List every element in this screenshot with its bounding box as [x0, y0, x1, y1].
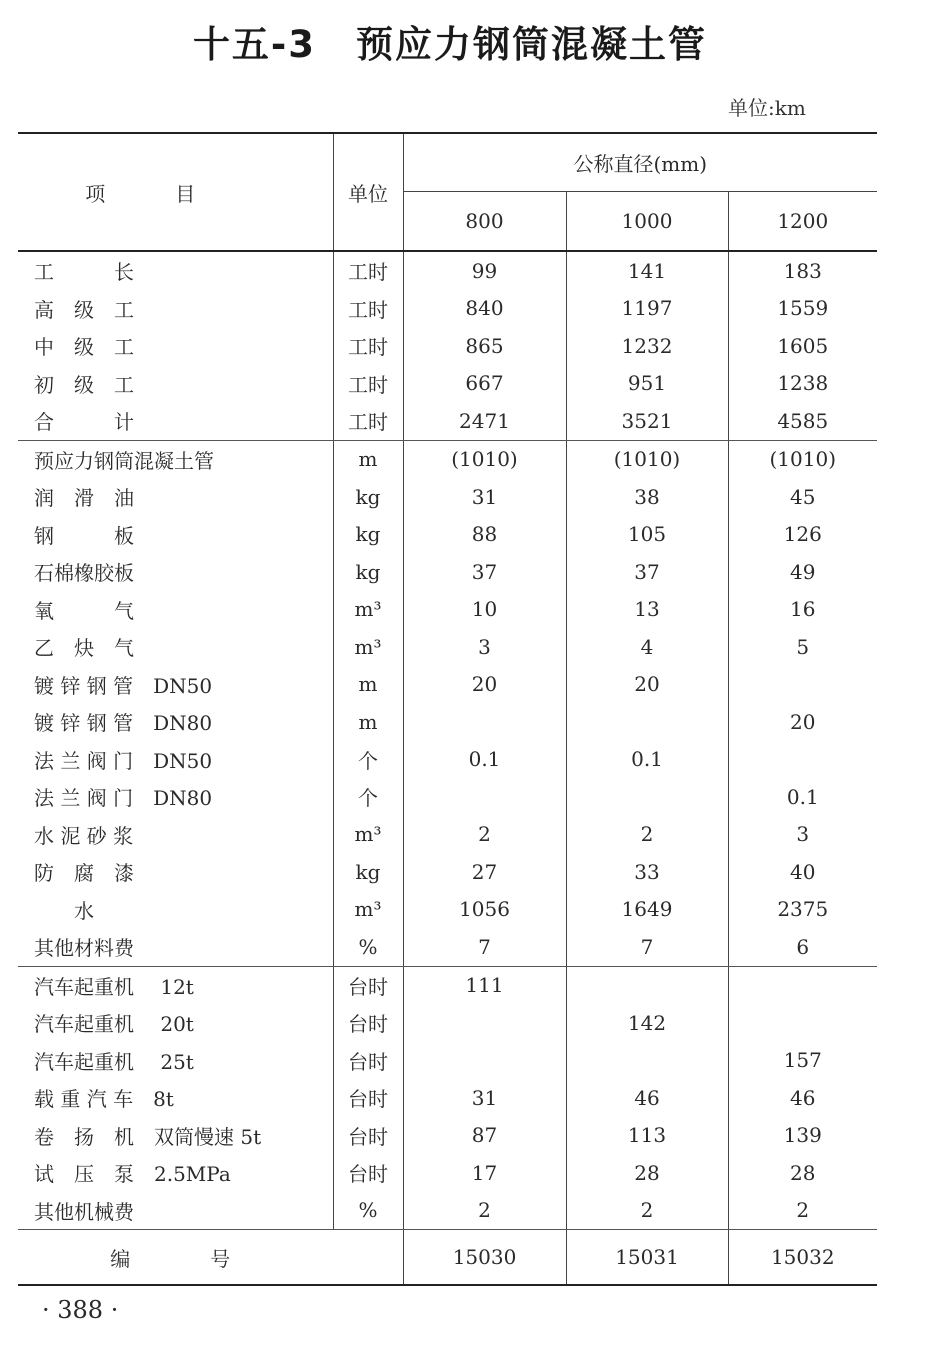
table-row-labor [18, 327, 877, 365]
item-unit: 工时 [333, 402, 403, 440]
value-1000: 0.1 [566, 741, 728, 779]
section-title: 预应力钢筒混凝土管 [356, 23, 708, 66]
value-1000: (1010) [566, 440, 728, 478]
value-800: 2471 [403, 402, 566, 440]
item-unit: m [333, 666, 403, 704]
table-row-labor [18, 290, 877, 328]
item-unit: 台时 [333, 1154, 403, 1192]
table-row-materials [18, 703, 877, 741]
value-800: 840 [403, 290, 566, 328]
table-row-materials [18, 928, 877, 966]
value-1000 [566, 778, 728, 816]
item-name: 汽车起重机 12t [34, 974, 194, 999]
item-unit: kg [333, 553, 403, 591]
table-row-materials [18, 591, 877, 629]
value-1200: 2375 [728, 891, 877, 929]
value-1200 [728, 966, 877, 1004]
value-1200: 157 [728, 1042, 877, 1080]
value-800: 667 [403, 365, 566, 403]
table-row-machinery [18, 1079, 877, 1117]
value-1000 [566, 966, 728, 1004]
table-row-materials [18, 516, 877, 554]
column-header-diameter-group: 公称直径(mm) [403, 133, 877, 192]
value-1200: 49 [728, 553, 877, 591]
value-800: 17 [403, 1154, 566, 1192]
item-unit: 台时 [333, 1117, 403, 1155]
code-1000: 15031 [566, 1230, 728, 1286]
table-row-machinery [18, 1042, 877, 1080]
value-1200: 45 [728, 478, 877, 516]
item-unit: m [333, 440, 403, 478]
table-row-machinery [18, 966, 877, 1004]
item-name: 水 [34, 898, 94, 923]
item-name: 水 泥 砂 浆 [34, 823, 134, 848]
column-header-800: 800 [403, 192, 566, 252]
value-1000: 951 [566, 365, 728, 403]
item-unit: 台时 [333, 1079, 403, 1117]
value-1200 [728, 666, 877, 704]
value-800: 0.1 [403, 741, 566, 779]
value-800 [403, 778, 566, 816]
item-unit: kg [333, 853, 403, 891]
value-800: 99 [403, 251, 566, 290]
table-row-materials [18, 741, 877, 779]
table-row-materials [18, 666, 877, 704]
item-name: 其他机械费 [18, 1192, 333, 1230]
table-row-labor [18, 365, 877, 403]
item-unit: 工时 [333, 290, 403, 328]
item-name: 初 级 工 [34, 372, 134, 397]
item-name: 防 腐 漆 [34, 861, 134, 886]
table-row-machinery [18, 1117, 877, 1155]
value-1200: 3 [728, 816, 877, 854]
item-name: 法 兰 阀 门 DN80 [34, 786, 213, 811]
item-name: 汽车起重机 20t [34, 1012, 194, 1037]
value-1000: 3521 [566, 402, 728, 440]
value-1200: 16 [728, 591, 877, 629]
value-1000: 141 [566, 251, 728, 290]
item-unit: m³ [333, 628, 403, 666]
value-1000: 113 [566, 1117, 728, 1155]
value-1200: 126 [728, 516, 877, 554]
column-header-unit: 单位 [333, 133, 403, 251]
item-name: 法 兰 阀 门 DN50 [34, 748, 213, 773]
column-header-1000: 1000 [566, 192, 728, 252]
table-row-materials [18, 853, 877, 891]
item-unit: m [333, 703, 403, 741]
item-unit: 工时 [333, 327, 403, 365]
value-1000: 46 [566, 1079, 728, 1117]
item-name: 石棉橡胶板 [34, 561, 134, 586]
table-body [18, 251, 877, 1230]
item-unit: m³ [333, 591, 403, 629]
value-1000: 1649 [566, 891, 728, 929]
item-name: 工 长 [34, 260, 134, 285]
value-1000: 33 [566, 853, 728, 891]
item-name: 中 级 工 [34, 335, 134, 360]
item-unit: m³ [333, 891, 403, 929]
value-800: 31 [403, 1079, 566, 1117]
value-1200: 46 [728, 1079, 877, 1117]
value-800: 37 [403, 553, 566, 591]
value-1000: 13 [566, 591, 728, 629]
value-1000: 28 [566, 1154, 728, 1192]
item-unit: % [333, 928, 403, 966]
item-unit: % [333, 1192, 403, 1230]
value-1000: 38 [566, 478, 728, 516]
item-name: 合 计 [18, 402, 333, 440]
table-row-machinery [18, 1004, 877, 1042]
value-800: 1056 [403, 891, 566, 929]
value-800: 88 [403, 516, 566, 554]
value-1200: (1010) [728, 440, 877, 478]
column-header-item: 项目 [18, 133, 333, 251]
value-1200: 1605 [728, 327, 877, 365]
value-800: 3 [403, 628, 566, 666]
value-800: 111 [403, 966, 566, 1004]
code-label: 编号 [110, 1246, 311, 1271]
value-800: 31 [403, 478, 566, 516]
value-1000: 105 [566, 516, 728, 554]
table-row-materials [18, 816, 877, 854]
item-name: 钢 板 [34, 523, 134, 548]
value-1200: 183 [728, 251, 877, 290]
table-row-materials [18, 891, 877, 929]
item-unit: 台时 [333, 1042, 403, 1080]
value-800: 20 [403, 666, 566, 704]
item-name: 预应力钢筒混凝土管 [34, 448, 214, 473]
value-1000: 37 [566, 553, 728, 591]
table-row-materials [18, 628, 877, 666]
item-name: 高 级 工 [34, 297, 134, 322]
item-unit: 个 [333, 778, 403, 816]
value-1000: 7 [566, 928, 728, 966]
item-name: 乙 炔 气 [34, 636, 134, 661]
item-name: 氧 气 [34, 598, 134, 623]
value-1200: 20 [728, 703, 877, 741]
value-1200: 139 [728, 1117, 877, 1155]
table-row-materials [18, 478, 877, 516]
item-unit: 台时 [333, 966, 403, 1004]
item-unit: 台时 [333, 1004, 403, 1042]
value-800: 87 [403, 1117, 566, 1155]
page-number: · 388 · [42, 1296, 119, 1324]
item-name: 镀 锌 钢 管 DN80 [34, 711, 213, 736]
value-800 [403, 703, 566, 741]
table-row-materials [18, 778, 877, 816]
value-800 [403, 1042, 566, 1080]
table-row-machinery [18, 1192, 877, 1230]
item-unit: m³ [333, 816, 403, 854]
item-unit: kg [333, 516, 403, 554]
value-1200: 2 [728, 1192, 877, 1230]
item-name: 试 压 泵 2.5MPa [34, 1162, 231, 1187]
value-800 [403, 1004, 566, 1042]
unit-note: 单位:km [728, 96, 806, 120]
value-800: 2 [403, 1192, 566, 1230]
quota-table [18, 132, 877, 1286]
value-800: 7 [403, 928, 566, 966]
value-1200: 6 [728, 928, 877, 966]
value-1200: 1238 [728, 365, 877, 403]
code-row [18, 1230, 877, 1286]
value-800: 865 [403, 327, 566, 365]
item-unit: 个 [333, 741, 403, 779]
value-1200: 28 [728, 1154, 877, 1192]
table-row-labor [18, 251, 877, 290]
code-1200: 15032 [728, 1230, 877, 1286]
table-row-machinery [18, 1154, 877, 1192]
value-1200: 0.1 [728, 778, 877, 816]
value-800: 2 [403, 816, 566, 854]
column-header-1200: 1200 [728, 192, 877, 252]
value-800: (1010) [403, 440, 566, 478]
value-1000: 2 [566, 1192, 728, 1230]
value-1000: 1197 [566, 290, 728, 328]
code-800: 15030 [403, 1230, 566, 1286]
value-1000: 20 [566, 666, 728, 704]
value-800: 10 [403, 591, 566, 629]
item-unit: 工时 [333, 365, 403, 403]
item-name: 镀 锌 钢 管 DN50 [34, 673, 213, 698]
table-row-materials [18, 440, 877, 478]
value-1200 [728, 1004, 877, 1042]
value-1200 [728, 741, 877, 779]
table-row-materials [18, 553, 877, 591]
table-row-labor [18, 402, 877, 440]
section-number: 十五-3 [192, 23, 317, 66]
value-1000: 2 [566, 816, 728, 854]
value-1000 [566, 703, 728, 741]
value-1000: 4 [566, 628, 728, 666]
value-1000: 1232 [566, 327, 728, 365]
item-name: 卷 扬 机 双筒慢速 5t [34, 1124, 262, 1149]
item-name: 汽车起重机 25t [34, 1049, 194, 1074]
value-1200: 4585 [728, 402, 877, 440]
item-unit: 工时 [333, 251, 403, 290]
item-unit: kg [333, 478, 403, 516]
value-1200: 40 [728, 853, 877, 891]
value-1200: 5 [728, 628, 877, 666]
item-name: 润 滑 油 [34, 486, 134, 511]
value-1200: 1559 [728, 290, 877, 328]
item-name: 载 重 汽 车 8t [34, 1087, 174, 1112]
value-1000: 142 [566, 1004, 728, 1042]
item-name: 其他材料费 [18, 928, 333, 966]
value-1000 [566, 1042, 728, 1080]
value-800: 27 [403, 853, 566, 891]
page-title [0, 14, 900, 68]
